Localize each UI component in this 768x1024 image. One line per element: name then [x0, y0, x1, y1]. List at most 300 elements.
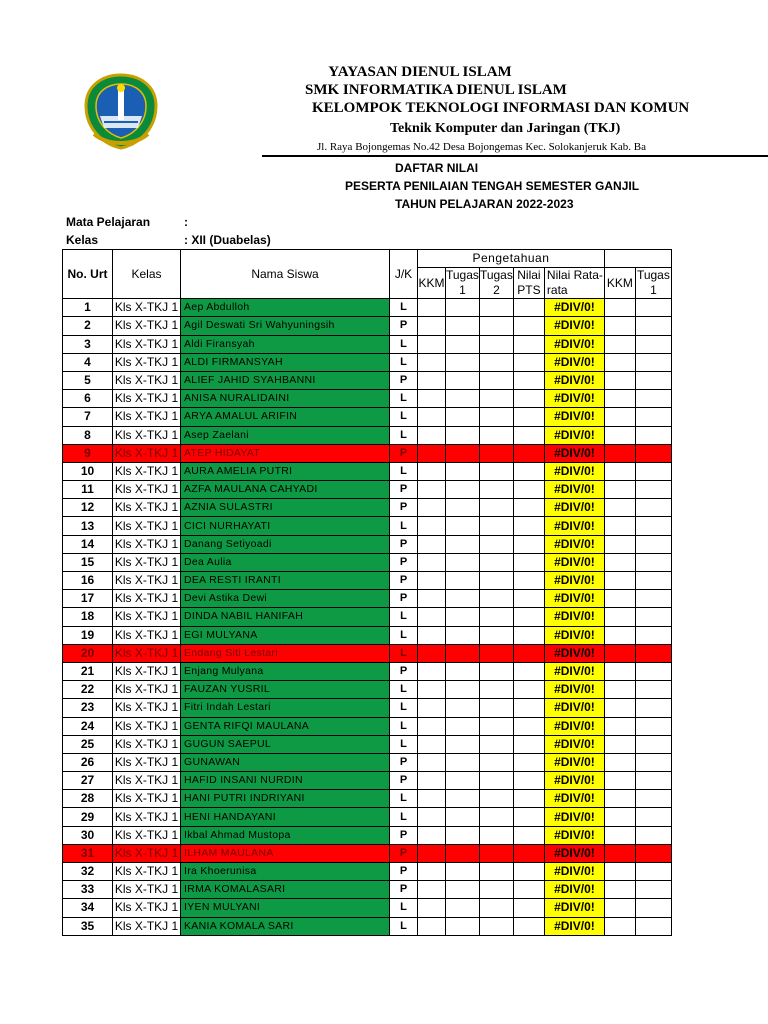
header-kkm: KKM	[418, 268, 446, 299]
foundation-name: YAYASAN DIENUL ISLAM	[328, 64, 512, 80]
row-number-cell: 27	[63, 772, 113, 790]
row-gender-cell: L	[390, 408, 418, 426]
row-average-cell: #DIV/0!	[544, 790, 604, 808]
row-number-cell: 20	[63, 644, 113, 662]
row-tugas1b-cell	[635, 572, 671, 590]
row-student-name-cell: GUGUN SAEPUL	[181, 735, 390, 753]
header-divider	[262, 155, 768, 157]
row-student-name-cell: AZFA MAULANA CAHYADI	[181, 481, 390, 499]
row-student-name-cell: AZNIA SULASTRI	[181, 499, 390, 517]
row-kkm-cell	[418, 317, 446, 335]
row-student-name-cell: Aep Abdulloh	[181, 299, 390, 317]
row-class-cell: Kls X-TKJ 1	[113, 444, 181, 462]
row-student-name-cell: Danang Setiyoadi	[181, 535, 390, 553]
row-tugas1b-cell	[635, 681, 671, 699]
row-kkm-cell	[418, 517, 446, 535]
header-no: No. Urt	[63, 250, 113, 299]
row-kkm-cell	[418, 917, 446, 935]
row-tugas1b-cell	[635, 317, 671, 335]
row-class-cell: Kls X-TKJ 1	[113, 317, 181, 335]
row-tugas2-cell	[479, 735, 513, 753]
row-tugas2-cell	[479, 626, 513, 644]
row-tugas1b-cell	[635, 917, 671, 935]
row-average-cell: #DIV/0!	[544, 899, 604, 917]
row-class-cell: Kls X-TKJ 1	[113, 772, 181, 790]
row-number-cell: 3	[63, 335, 113, 353]
row-tugas2-cell	[479, 608, 513, 626]
row-student-name-cell: IYEN MULYANI	[181, 899, 390, 917]
row-number-cell: 8	[63, 426, 113, 444]
row-kkm-cell	[418, 390, 446, 408]
document-title: DAFTAR NILAI	[395, 161, 479, 175]
row-pts-cell	[513, 863, 544, 881]
row-tugas1-cell	[446, 772, 480, 790]
row-number-cell: 32	[63, 863, 113, 881]
row-pts-cell	[513, 553, 544, 571]
row-tugas1-cell	[446, 699, 480, 717]
table-row	[63, 717, 672, 735]
row-pts-cell	[513, 535, 544, 553]
row-kkm-cell	[418, 790, 446, 808]
row-student-name-cell: DEA RESTI IRANTI	[181, 572, 390, 590]
row-kkm-cell	[418, 535, 446, 553]
row-kkm2-cell	[604, 644, 635, 662]
header-next-group	[604, 250, 671, 268]
row-tugas1-cell	[446, 717, 480, 735]
row-kkm2-cell	[604, 808, 635, 826]
row-average-cell: #DIV/0!	[544, 626, 604, 644]
row-pts-cell	[513, 481, 544, 499]
table-row	[63, 681, 672, 699]
row-gender-cell: P	[390, 772, 418, 790]
row-average-cell: #DIV/0!	[544, 572, 604, 590]
row-student-name-cell: Agil Deswati Sri Wahyuningsih	[181, 317, 390, 335]
row-tugas1-cell	[446, 662, 480, 680]
header-rata: Nilai Rata-rata	[544, 268, 604, 299]
row-tugas2-cell	[479, 717, 513, 735]
row-tugas1-cell	[446, 426, 480, 444]
row-number-cell: 26	[63, 753, 113, 771]
row-kkm2-cell	[604, 899, 635, 917]
row-number-cell: 7	[63, 408, 113, 426]
row-tugas1-cell	[446, 790, 480, 808]
row-pts-cell	[513, 753, 544, 771]
row-number-cell: 24	[63, 717, 113, 735]
row-kkm-cell	[418, 426, 446, 444]
row-average-cell: #DIV/0!	[544, 662, 604, 680]
row-number-cell: 12	[63, 499, 113, 517]
row-tugas1b-cell	[635, 444, 671, 462]
row-kkm2-cell	[604, 826, 635, 844]
header-tugas2: Tugas 2	[479, 268, 513, 298]
row-tugas1-cell	[446, 499, 480, 517]
row-tugas2-cell	[479, 371, 513, 389]
row-student-name-cell: GENTA RIFQI MAULANA	[181, 717, 390, 735]
row-class-cell: Kls X-TKJ 1	[113, 481, 181, 499]
row-student-name-cell: HANI PUTRI INDRIYANI	[181, 790, 390, 808]
header-pengetahuan: Pengetahuan	[418, 250, 605, 268]
row-pts-cell	[513, 353, 544, 371]
row-gender-cell: L	[390, 626, 418, 644]
row-number-cell: 33	[63, 881, 113, 899]
row-tugas1b-cell	[635, 644, 671, 662]
row-tugas1-cell	[446, 299, 480, 317]
row-gender-cell: P	[390, 535, 418, 553]
row-tugas1b-cell	[635, 335, 671, 353]
row-pts-cell	[513, 608, 544, 626]
row-gender-cell: P	[390, 662, 418, 680]
row-kkm-cell	[418, 371, 446, 389]
row-average-cell: #DIV/0!	[544, 371, 604, 389]
row-average-cell: #DIV/0!	[544, 535, 604, 553]
row-kkm-cell	[418, 553, 446, 571]
row-tugas2-cell	[479, 899, 513, 917]
row-kkm-cell	[418, 844, 446, 862]
table-row	[63, 881, 672, 899]
table-row	[63, 553, 672, 571]
table-row	[63, 899, 672, 917]
row-number-cell: 14	[63, 535, 113, 553]
row-student-name-cell: FAUZAN YUSRIL	[181, 681, 390, 699]
row-tugas2-cell	[479, 517, 513, 535]
row-class-cell: Kls X-TKJ 1	[113, 335, 181, 353]
row-average-cell: #DIV/0!	[544, 844, 604, 862]
row-pts-cell	[513, 844, 544, 862]
row-tugas1-cell	[446, 408, 480, 426]
row-tugas2-cell	[479, 462, 513, 480]
row-kkm-cell	[418, 590, 446, 608]
table-row	[63, 572, 672, 590]
table-row	[63, 844, 672, 862]
row-class-cell: Kls X-TKJ 1	[113, 517, 181, 535]
row-tugas1b-cell	[635, 299, 671, 317]
row-tugas1b-cell	[635, 826, 671, 844]
row-average-cell: #DIV/0!	[544, 444, 604, 462]
row-kkm2-cell	[604, 335, 635, 353]
row-average-cell: #DIV/0!	[544, 590, 604, 608]
header-nama: Nama Siswa	[181, 250, 390, 299]
row-kkm2-cell	[604, 481, 635, 499]
row-tugas1-cell	[446, 753, 480, 771]
row-tugas1b-cell	[635, 535, 671, 553]
row-kkm2-cell	[604, 553, 635, 571]
row-kkm-cell	[418, 753, 446, 771]
row-average-cell: #DIV/0!	[544, 681, 604, 699]
row-tugas2-cell	[479, 826, 513, 844]
row-pts-cell	[513, 826, 544, 844]
row-tugas2-cell	[479, 644, 513, 662]
row-pts-cell	[513, 335, 544, 353]
row-average-cell: #DIV/0!	[544, 826, 604, 844]
row-pts-cell	[513, 808, 544, 826]
row-pts-cell	[513, 699, 544, 717]
row-kkm2-cell	[604, 408, 635, 426]
row-tugas2-cell	[479, 408, 513, 426]
row-student-name-cell: KANIA KOMALA SARI	[181, 917, 390, 935]
table-row	[63, 826, 672, 844]
row-kkm2-cell	[604, 881, 635, 899]
row-kkm2-cell	[604, 317, 635, 335]
row-pts-cell	[513, 662, 544, 680]
row-kkm2-cell	[604, 699, 635, 717]
row-student-name-cell: ALDI FIRMANSYAH	[181, 353, 390, 371]
row-tugas1-cell	[446, 844, 480, 862]
row-student-name-cell: Ikbal Ahmad Mustopa	[181, 826, 390, 844]
row-kkm2-cell	[604, 590, 635, 608]
row-number-cell: 31	[63, 844, 113, 862]
program-name: Teknik Komputer dan Jaringan (TKJ)	[390, 121, 621, 136]
row-student-name-cell: ALIEF JAHID SYAHBANNI	[181, 371, 390, 389]
row-class-cell: Kls X-TKJ 1	[113, 371, 181, 389]
row-kkm-cell	[418, 681, 446, 699]
row-average-cell: #DIV/0!	[544, 426, 604, 444]
row-tugas1-cell	[446, 517, 480, 535]
row-tugas1b-cell	[635, 390, 671, 408]
row-tugas1b-cell	[635, 481, 671, 499]
row-class-cell: Kls X-TKJ 1	[113, 899, 181, 917]
row-kkm-cell	[418, 699, 446, 717]
row-average-cell: #DIV/0!	[544, 390, 604, 408]
row-tugas1b-cell	[635, 881, 671, 899]
row-pts-cell	[513, 444, 544, 462]
row-pts-cell	[513, 426, 544, 444]
row-tugas2-cell	[479, 444, 513, 462]
row-number-cell: 30	[63, 826, 113, 844]
row-tugas1b-cell	[635, 426, 671, 444]
row-number-cell: 25	[63, 735, 113, 753]
row-gender-cell: L	[390, 899, 418, 917]
row-kkm2-cell	[604, 426, 635, 444]
row-class-cell: Kls X-TKJ 1	[113, 608, 181, 626]
row-average-cell: #DIV/0!	[544, 808, 604, 826]
row-tugas1b-cell	[635, 808, 671, 826]
table-row	[63, 753, 672, 771]
row-student-name-cell: ARYA AMALUL ARIFIN	[181, 408, 390, 426]
row-kkm-cell	[418, 353, 446, 371]
row-number-cell: 11	[63, 481, 113, 499]
row-tugas1b-cell	[635, 790, 671, 808]
document-subtitle: PESERTA PENILAIAN TENGAH SEMESTER GANJIL	[345, 179, 640, 193]
row-tugas1-cell	[446, 535, 480, 553]
row-gender-cell: L	[390, 735, 418, 753]
row-tugas1-cell	[446, 462, 480, 480]
row-student-name-cell: ILHAM MAULANA	[181, 844, 390, 862]
row-gender-cell: L	[390, 299, 418, 317]
table-row	[63, 644, 672, 662]
row-number-cell: 35	[63, 917, 113, 935]
row-pts-cell	[513, 881, 544, 899]
row-student-name-cell: ATEP HIDAYAT	[181, 444, 390, 462]
table-row	[63, 499, 672, 517]
row-pts-cell	[513, 390, 544, 408]
row-pts-cell	[513, 299, 544, 317]
row-tugas1b-cell	[635, 517, 671, 535]
row-gender-cell: P	[390, 572, 418, 590]
table-row	[63, 481, 672, 499]
row-class-cell: Kls X-TKJ 1	[113, 499, 181, 517]
row-average-cell: #DIV/0!	[544, 553, 604, 571]
table-row	[63, 335, 672, 353]
row-pts-cell	[513, 590, 544, 608]
row-student-name-cell: Enjang Mulyana	[181, 662, 390, 680]
row-tugas2-cell	[479, 808, 513, 826]
class-value: : XII (Duabelas)	[184, 233, 271, 247]
row-tugas2-cell	[479, 662, 513, 680]
row-kkm-cell	[418, 335, 446, 353]
row-kkm-cell	[418, 499, 446, 517]
west-java-emblem-logo	[80, 72, 162, 150]
row-class-cell: Kls X-TKJ 1	[113, 462, 181, 480]
table-row	[63, 808, 672, 826]
table-row	[63, 462, 672, 480]
row-class-cell: Kls X-TKJ 1	[113, 662, 181, 680]
row-kkm-cell	[418, 572, 446, 590]
row-kkm2-cell	[604, 517, 635, 535]
row-kkm-cell	[418, 735, 446, 753]
row-class-cell: Kls X-TKJ 1	[113, 863, 181, 881]
row-gender-cell: L	[390, 462, 418, 480]
row-number-cell: 18	[63, 608, 113, 626]
row-kkm2-cell	[604, 499, 635, 517]
table-row	[63, 535, 672, 553]
row-average-cell: #DIV/0!	[544, 462, 604, 480]
row-tugas1b-cell	[635, 353, 671, 371]
row-tugas2-cell	[479, 299, 513, 317]
row-average-cell: #DIV/0!	[544, 408, 604, 426]
row-kkm-cell	[418, 881, 446, 899]
row-class-cell: Kls X-TKJ 1	[113, 353, 181, 371]
row-tugas2-cell	[479, 481, 513, 499]
subject-label: Mata Pelajaran	[66, 215, 151, 229]
table-row	[63, 590, 672, 608]
program-group: KELOMPOK TEKNOLOGI INFORMASI DAN KOMUN	[312, 100, 690, 116]
row-gender-cell: L	[390, 717, 418, 735]
row-tugas1b-cell	[635, 844, 671, 862]
row-kkm2-cell	[604, 681, 635, 699]
row-kkm2-cell	[604, 608, 635, 626]
row-pts-cell	[513, 717, 544, 735]
row-pts-cell	[513, 772, 544, 790]
table-row	[63, 353, 672, 371]
row-class-cell: Kls X-TKJ 1	[113, 717, 181, 735]
row-average-cell: #DIV/0!	[544, 608, 604, 626]
row-class-cell: Kls X-TKJ 1	[113, 735, 181, 753]
table-row	[63, 608, 672, 626]
table-row	[63, 699, 672, 717]
row-number-cell: 19	[63, 626, 113, 644]
row-kkm2-cell	[604, 863, 635, 881]
row-tugas2-cell	[479, 390, 513, 408]
row-tugas1-cell	[446, 881, 480, 899]
row-number-cell: 21	[63, 662, 113, 680]
row-student-name-cell: Ira Khoerunisa	[181, 863, 390, 881]
row-tugas1-cell	[446, 444, 480, 462]
row-number-cell: 15	[63, 553, 113, 571]
row-kkm2-cell	[604, 390, 635, 408]
row-tugas1b-cell	[635, 608, 671, 626]
row-gender-cell: P	[390, 481, 418, 499]
row-gender-cell: P	[390, 753, 418, 771]
row-pts-cell	[513, 462, 544, 480]
row-kkm2-cell	[604, 717, 635, 735]
row-pts-cell	[513, 644, 544, 662]
row-class-cell: Kls X-TKJ 1	[113, 808, 181, 826]
header-kkm2: KKM	[604, 268, 635, 299]
header-kelas: Kelas	[113, 250, 181, 299]
row-kkm2-cell	[604, 844, 635, 862]
row-tugas2-cell	[479, 699, 513, 717]
class-label: Kelas	[66, 233, 99, 247]
row-number-cell: 17	[63, 590, 113, 608]
row-kkm-cell	[418, 626, 446, 644]
row-tugas1-cell	[446, 335, 480, 353]
row-tugas1-cell	[446, 681, 480, 699]
row-tugas1b-cell	[635, 626, 671, 644]
row-number-cell: 29	[63, 808, 113, 826]
row-average-cell: #DIV/0!	[544, 299, 604, 317]
row-student-name-cell: Endang Siti Lestari	[181, 644, 390, 662]
row-tugas1-cell	[446, 353, 480, 371]
row-class-cell: Kls X-TKJ 1	[113, 753, 181, 771]
row-tugas2-cell	[479, 499, 513, 517]
row-kkm2-cell	[604, 371, 635, 389]
row-kkm-cell	[418, 899, 446, 917]
school-address: Jl. Raya Bojongemas No.42 Desa Bojongemas Kec. Solokanjeruk Kab. Ba	[317, 141, 647, 153]
row-average-cell: #DIV/0!	[544, 317, 604, 335]
row-gender-cell: P	[390, 371, 418, 389]
row-tugas1b-cell	[635, 662, 671, 680]
row-student-name-cell: HENI HANDAYANI	[181, 808, 390, 826]
row-gender-cell: L	[390, 699, 418, 717]
table-row	[63, 317, 672, 335]
row-gender-cell: L	[390, 917, 418, 935]
row-tugas2-cell	[479, 753, 513, 771]
row-pts-cell	[513, 371, 544, 389]
table-row	[63, 626, 672, 644]
table-row	[63, 735, 672, 753]
row-kkm2-cell	[604, 572, 635, 590]
row-tugas2-cell	[479, 317, 513, 335]
row-tugas2-cell	[479, 590, 513, 608]
table-row	[63, 299, 672, 317]
row-tugas1b-cell	[635, 462, 671, 480]
row-tugas1-cell	[446, 590, 480, 608]
row-tugas1-cell	[446, 608, 480, 626]
row-student-name-cell: Devi Astika Dewi	[181, 590, 390, 608]
row-tugas1b-cell	[635, 499, 671, 517]
row-kkm-cell	[418, 462, 446, 480]
row-gender-cell: L	[390, 644, 418, 662]
table-row	[63, 662, 672, 680]
table-row	[63, 863, 672, 881]
row-gender-cell: L	[390, 790, 418, 808]
row-tugas1b-cell	[635, 753, 671, 771]
row-average-cell: #DIV/0!	[544, 481, 604, 499]
row-gender-cell: L	[390, 353, 418, 371]
row-kkm2-cell	[604, 735, 635, 753]
header-jk: J/K	[390, 250, 418, 299]
row-class-cell: Kls X-TKJ 1	[113, 917, 181, 935]
row-pts-cell	[513, 735, 544, 753]
row-number-cell: 9	[63, 444, 113, 462]
row-average-cell: #DIV/0!	[544, 717, 604, 735]
row-student-name-cell: GUNAWAN	[181, 753, 390, 771]
row-tugas1b-cell	[635, 735, 671, 753]
row-student-name-cell: CICI NURHAYATI	[181, 517, 390, 535]
row-kkm2-cell	[604, 753, 635, 771]
row-gender-cell: L	[390, 608, 418, 626]
row-pts-cell	[513, 572, 544, 590]
